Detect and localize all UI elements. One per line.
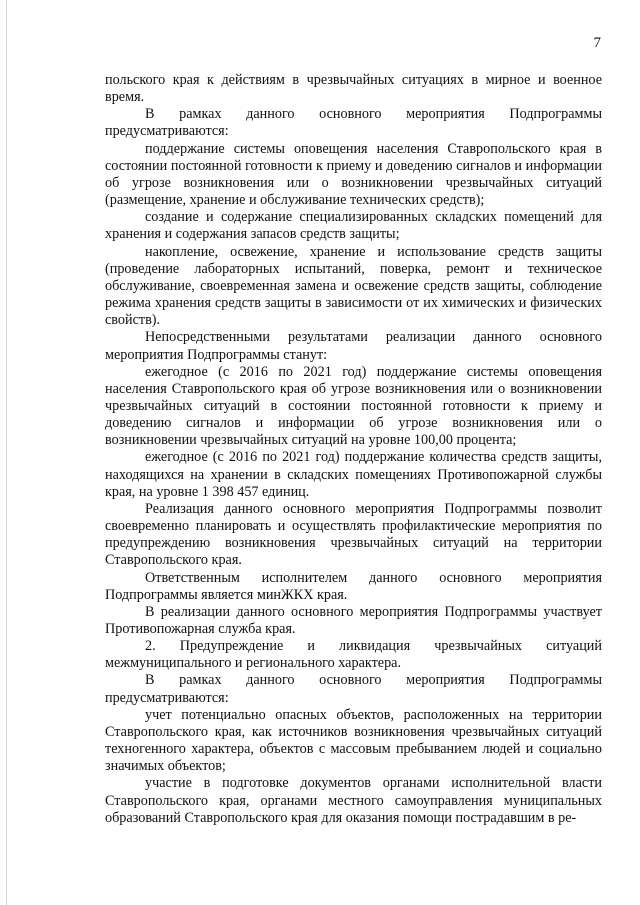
scan-edge-line (6, 0, 7, 905)
paragraph-9: Реализация данного основного мероприятия Подпрограммы позволит своевременно планировать и осуществлять профилактические мероприятия по предупреждению возникновения чрезвычайных ситуаций на территории Ставропольского края. (105, 500, 602, 569)
paragraph-10: Ответственным исполнителем данного основного мероприятия Подпрограммы является минЖКХ края. (105, 569, 602, 603)
paragraph-15: участие в подготовке документов органами исполнительной власти Ставропольского края, органами местного самоуправления муниципальных образований Ставропольского края для оказания помощи пострадавшим в ре- (105, 775, 602, 826)
paragraph-11: В реализации данного основного мероприятия Подпрограммы участвует Противопожарная служба края. (105, 603, 602, 637)
paragraph-5: накопление, освежение, хранение и использование средств защиты (проведение лабораторных испытаний, поверка, ремонт и техническое обслуживание, своевременная замена и освежение средств защиты, соблюдение режима хранения средств защиты в зависимости от их химических и физических свойств). (105, 243, 602, 329)
paragraph-1: польского края к действиям в чрезвычайных ситуациях в мирное и военное время. (105, 72, 602, 106)
paragraph-6: Непосредственными результатами реализации данного основного мероприятия Подпрограммы станут: (105, 329, 602, 363)
paragraph-14: учет потенциально опасных объектов, расположенных на территории Ставропольского края, как источников возникновения чрезвычайных ситуаций техногенного характера, объектов с массовым пребыванием людей и социально значимых объектов; (105, 706, 602, 775)
paragraph-7: ежегодное (с 2016 по 2021 год) поддержание системы оповещения населения Ставропольского края об угрозе возникновения или о возникновении чрезвычайных ситуаций в состоянии постоянной готовности к приему и доведению сигналов и информации об угрозе возникновения или о возникновении чрезвычайных ситуаций на уровне 100,00 процента; (105, 363, 602, 449)
paragraph-8: ежегодное (с 2016 по 2021 год) поддержание количества средств защиты, находящихся на хранении в складских помещениях Противопожарной службы края, на уровне 1 398 457 единиц. (105, 449, 602, 500)
paragraph-12: 2. Предупреждение и ликвидация чрезвычайных ситуаций межмуниципального и регионального характера. (105, 638, 602, 672)
paragraph-4: создание и содержание специализированных складских помещений для хранения и содержания запасов средств защиты; (105, 209, 602, 243)
paragraph-13: В рамках данного основного мероприятия Подпрограммы предусматриваются: (105, 672, 602, 706)
paragraph-3: поддержание системы оповещения населения Ставропольского края в состоянии постоянной готовности к приему и доведению сигналов и информации об угрозе возникновения или о возникновении чрезвычайных ситуаций (размещение, хранение и обслуживание технических средств); (105, 140, 602, 209)
paragraph-2: В рамках данного основного мероприятия Подпрограммы предусматриваются: (105, 106, 602, 140)
document-body (105, 72, 602, 827)
page-number: 7 (593, 35, 601, 51)
